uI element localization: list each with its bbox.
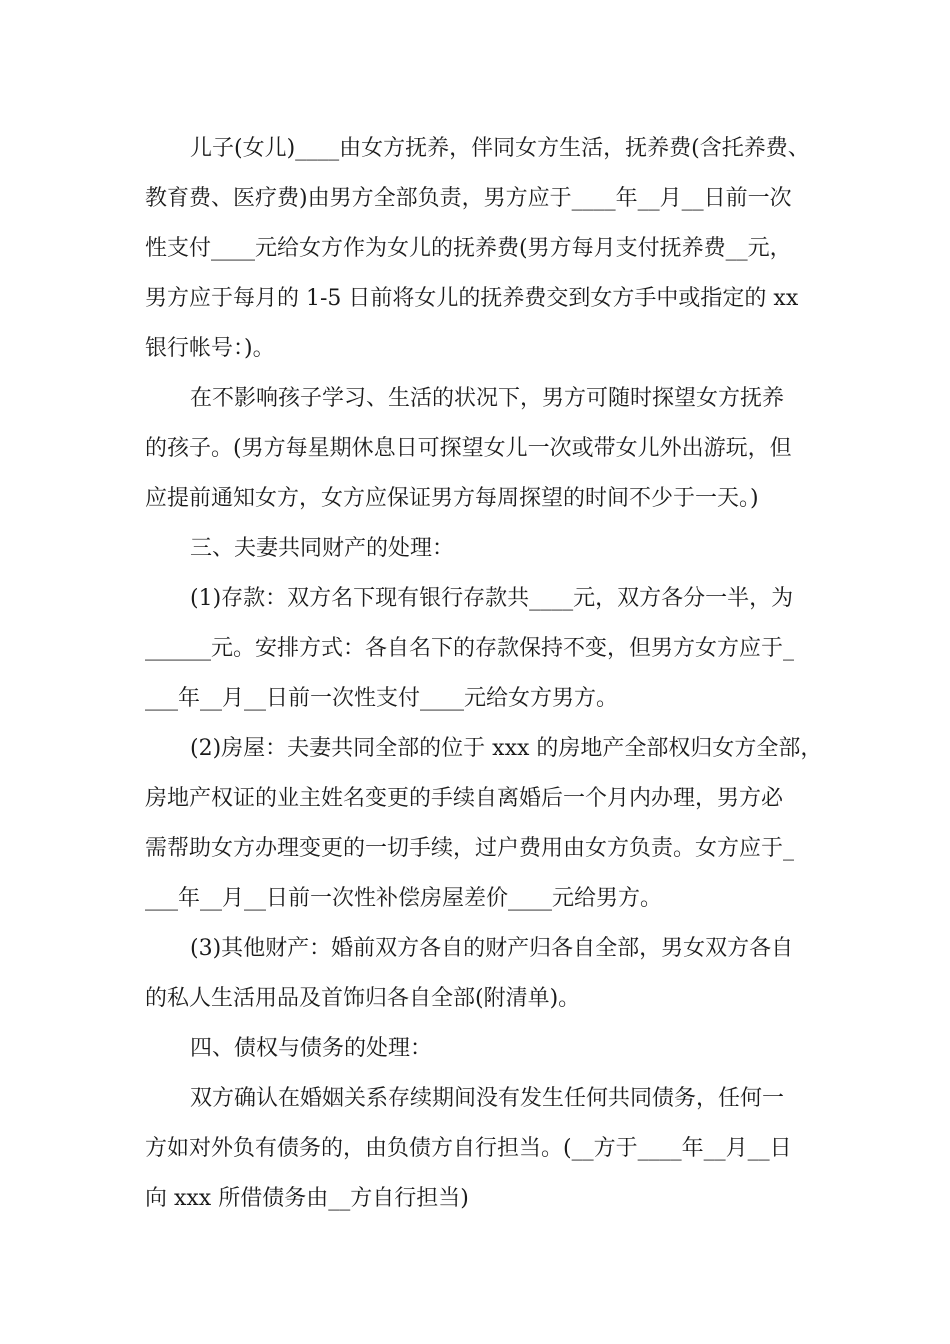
text-line: ___年__月__日前一次性支付____元给女方男方。 <box>145 686 619 711</box>
text-line: ___年__月__日前一次性补偿房屋差价____元给男方。 <box>145 886 663 911</box>
text-line: 方如对外负有债务的，由负债方自行担当。(__方于____年__月__日 <box>145 1136 792 1161</box>
text-line: (3)其他财产：婚前双方各自的财产归各自全部，男女双方各自 <box>190 936 794 961</box>
text-line: 儿子(女儿)____由女方抚养，伴同女方生活，抚养费(含托养费、 <box>190 136 810 161</box>
text-line: (1)存款：双方名下现有银行存款共____元，双方各分一半，为 <box>190 586 794 611</box>
text-line: 房地产权证的业主姓名变更的手续自离婚后一个月内办理，男方必 <box>145 786 784 811</box>
text-line: ______元。安排方式：各自名下的存款保持不变，但男方女方应于_ <box>145 636 795 661</box>
text-line: 的孩子。(男方每星期休息日可探望女儿一次或带女儿外出游玩，但 <box>145 436 792 461</box>
text-line: 需帮助女方办理变更的一切手续，过户费用由女方负责。女方应于_ <box>145 836 795 861</box>
text-line: (2)房屋：夫妻共同全部的位于 xxx 的房地产全部权归女方全部， <box>190 736 823 761</box>
text-line: 男方应于每月的 1-5 日前将女儿的抚养费交到女方手中或指定的 xx <box>145 286 799 311</box>
text-line: 向 xxx 所借债务由__方自行担当) <box>145 1186 469 1211</box>
text-line: 性支付____元给女方作为女儿的抚养费(男方每月支付抚养费__元， <box>145 236 792 261</box>
text-line: 在不影响孩子学习、生活的状况下，男方可随时探望女方抚养 <box>190 386 785 411</box>
text-line: 双方确认在婚姻关系存续期间没有发生任何共同债务，任何一 <box>190 1086 785 1111</box>
text-line: 教育费、医疗费)由男方全部负责，男方应于____年__月__日前一次 <box>145 186 792 211</box>
text-line: 的私人生活用品及首饰归各自全部(附清单)。 <box>145 986 581 1011</box>
section-heading: 三、夫妻共同财产的处理： <box>190 536 455 561</box>
text-line: 银行帐号：)。 <box>145 336 275 361</box>
text-line: 应提前通知女方，女方应保证男方每周探望的时间不少于一天。) <box>145 486 759 511</box>
section-heading: 四、债权与债务的处理： <box>190 1036 433 1061</box>
